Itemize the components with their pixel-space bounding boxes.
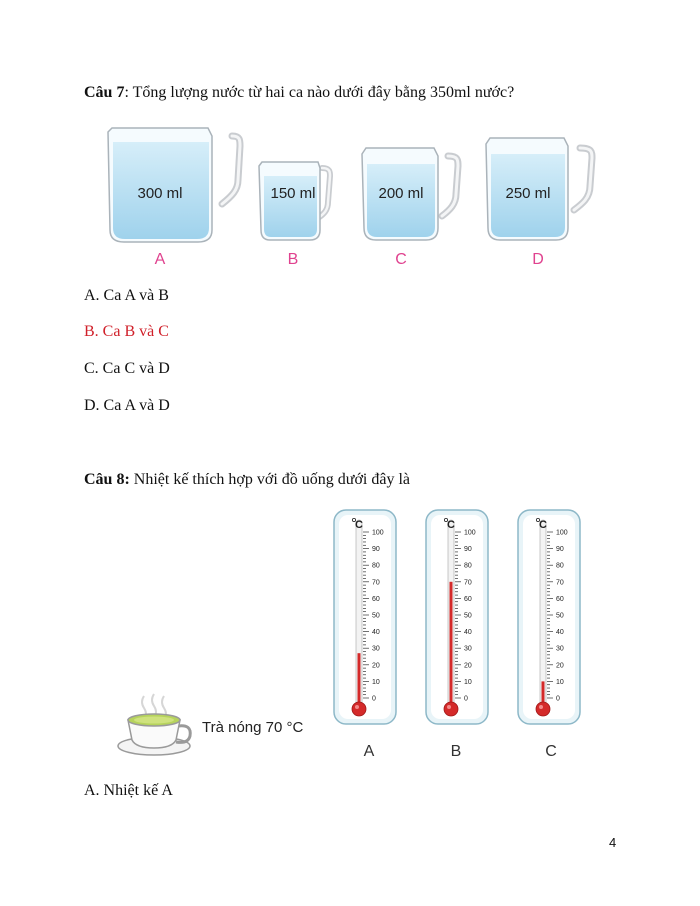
q7-option-b[interactable]: B. Ca B và C — [84, 323, 169, 340]
scale-label: 30 — [464, 645, 472, 653]
scale-label: 50 — [372, 612, 380, 620]
thermometer-tube — [540, 520, 546, 708]
jug-b-label: 150 ml — [270, 185, 316, 202]
mercury-bulb — [352, 702, 366, 716]
tea-illustration — [110, 692, 330, 764]
q7-option-c[interactable]: C. Ca C và D — [84, 360, 170, 377]
scale-label: 10 — [464, 678, 472, 686]
scale-label: 40 — [372, 629, 380, 637]
scale-label: 80 — [372, 562, 380, 570]
scale-label: 10 — [556, 678, 564, 686]
jug-c-letter: C — [395, 251, 407, 268]
scale-label: 100 — [556, 529, 568, 537]
scale-label: 30 — [372, 645, 380, 653]
jugs-illustration — [0, 118, 700, 278]
scale-label: 70 — [556, 579, 564, 587]
scale-label: 0 — [464, 695, 468, 703]
scale-label: 20 — [464, 662, 472, 670]
scale-label: 20 — [556, 662, 564, 670]
q8-option-a[interactable]: A. Nhiệt kế A — [84, 782, 173, 799]
scale-label: 100 — [372, 529, 384, 537]
scale-label: 0 — [372, 695, 376, 703]
mercury-column — [358, 653, 361, 706]
scale-label: 40 — [464, 629, 472, 637]
jug-a-letter: A — [154, 251, 166, 268]
question-8-text: Nhiệt kế thích hợp với đồ uống dưới đây là — [129, 471, 411, 488]
question-7 — [84, 84, 514, 102]
question-8 — [84, 471, 410, 489]
jug-d-letter: D — [532, 251, 544, 268]
scale-label: 40 — [556, 629, 564, 637]
jug-d — [486, 138, 592, 268]
tea-cup-icon — [118, 694, 190, 755]
jug-a — [108, 128, 240, 268]
thermometer-c — [518, 510, 580, 760]
mercury-bulb — [444, 702, 458, 716]
mercury-bulb — [536, 702, 550, 716]
jug-a-label: 300 ml — [137, 185, 183, 202]
tea-label: Trà nóng 70 °C — [202, 719, 304, 736]
scale-label: 30 — [556, 645, 564, 653]
thermometer-unit: C — [355, 519, 363, 531]
scale-label: 50 — [464, 612, 472, 620]
thermometer-a — [334, 510, 396, 760]
scale-label: 90 — [556, 546, 564, 554]
jug-c-label: 200 ml — [378, 185, 424, 202]
scale-label: 80 — [556, 562, 564, 570]
scale-label: 10 — [372, 678, 380, 686]
thermometer-letter: B — [450, 743, 462, 760]
scale-label: 0 — [556, 695, 560, 703]
thermometer-letter: A — [363, 743, 375, 760]
question-7-number: Câu 7 — [84, 84, 125, 101]
thermometer-unit: C — [447, 519, 455, 531]
thermometer-letter: C — [545, 743, 557, 760]
scale-label: 60 — [372, 595, 380, 603]
question-8-number: Câu 8: — [84, 471, 130, 488]
scale-label: 60 — [464, 595, 472, 603]
thermometers-illustration — [320, 506, 600, 766]
jug-d-label: 250 ml — [505, 185, 551, 202]
jug-b-letter: B — [287, 251, 299, 268]
scale-label: 80 — [464, 562, 472, 570]
bulb-highlight — [447, 705, 451, 709]
scale-label: 60 — [556, 595, 564, 603]
scale-label: 50 — [556, 612, 564, 620]
scale-label: 90 — [372, 546, 380, 554]
jug-b — [259, 162, 330, 268]
q7-option-a[interactable]: A. Ca A và B — [84, 287, 169, 304]
scale-label: 90 — [464, 546, 472, 554]
page-number: 4 — [609, 835, 617, 850]
bulb-highlight — [355, 705, 359, 709]
jug-c — [362, 148, 458, 268]
question-7-text: : Tổng lượng nước từ hai ca nào dưới đây bằng 350ml nước? — [124, 84, 515, 101]
thermometer-unit: C — [539, 519, 547, 531]
thermometer-b — [426, 510, 488, 760]
q7-option-d[interactable]: D. Ca A và D — [84, 397, 170, 414]
bulb-highlight — [539, 705, 543, 709]
scale-label: 70 — [372, 579, 380, 587]
scale-label: 20 — [372, 662, 380, 670]
scale-label: 100 — [464, 529, 476, 537]
scale-label: 70 — [464, 579, 472, 587]
mercury-column — [450, 582, 453, 706]
